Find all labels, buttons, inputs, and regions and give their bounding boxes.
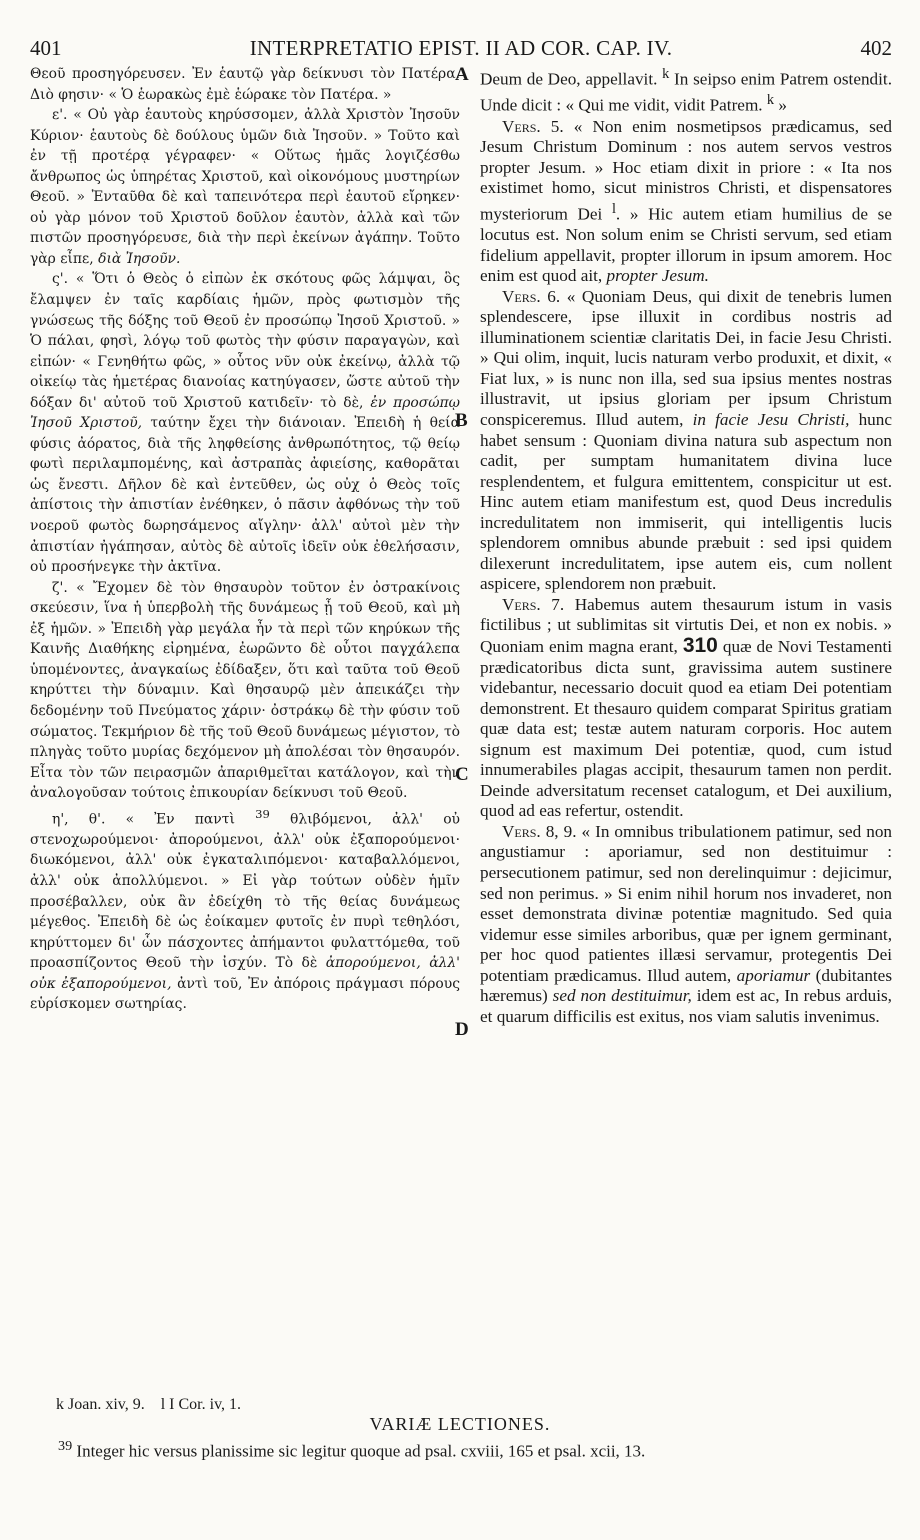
latin-paragraph-v7 bbox=[480, 595, 892, 822]
latin-text: . » Hic autem etiam humilius de se locutus est. Non solum enim se Christi servum, sed etiam fidelium appellavit, propter illorum in ipsum amorem. Hoc enim est quod ait, bbox=[480, 204, 892, 286]
verse-label: Vers. 8, 9. bbox=[502, 821, 577, 841]
greek-italic: ἀπορούμενοι, ἀλλ' οὐκ ἐξαπορούμενοι, bbox=[30, 955, 460, 992]
latin-paragraph-v5 bbox=[480, 117, 892, 287]
latin-paragraph-v8-9 bbox=[480, 822, 892, 1027]
greek-text: ε'. « Οὐ γὰρ ἑαυτοὺς κηρύσσομεν, ἀλλὰ Χριστὸν Ἰησοῦν Κύριον· ἑαυτοὺς δὲ δούλους ὑμῶν διὰ Ἰησοῦν. » Τοῦτο καὶ ἐν τῇ προτέρᾳ γέγραφεν· « Οὕτως ἡμᾶς λογιζέσθω ἄνθρωπος ὡς ὑπηρέτας Χριστοῦ, καὶ οἰκονόμους μυστηρίων Θεοῦ. » Ἐνταῦθα δὲ καὶ ταπεινότερα περὶ ἑαυτοῦ εἴρηκεν· οὐ γὰρ μόνον τοῦ Χριστοῦ δοῦλον ἑαυτὸν, ἀλλὰ καὶ τῶν πιστῶν προσηγόρευσε, διὰ τὴν περὶ ἐκείνων ἀγάπην. Τοῦτο γὰρ εἶπε, bbox=[30, 107, 460, 267]
left-page-number: 401 bbox=[30, 36, 62, 60]
greek-text: ς'. « Ὅτι ὁ Θεὸς ὁ εἰπὼν ἐκ σκότους φῶς λάμψαι, ὃς ἔλαμψεν ἐν ταῖς καρδίαις ἡμῶν, πρὸς φωτισμὸν τῆς γνώσεως τῆς δόξης τοῦ Θεοῦ ἐν προσώπῳ Ἰησοῦ Χριστοῦ. » Ὁ πάλαι, φησὶ, λόγῳ τοῦ φωτὸς τὴν φύσιν παραγαγὼν, καὶ εἰπών· « Γενηθήτω φῶς, » οὗτος νῦν οὐκ ἐκείνῳ, ἀλλὰ τῷ οἰκείῳ τὰς ἡμετέρας διανοίας κατηύγασεν, ὥστε αὐτοῦ τὴν δόξαν δι' αὐτοῦ τοῦ Χριστοῦ κατιδεῖν· τὸ δὲ, bbox=[30, 271, 460, 411]
margin-marker-b: B bbox=[455, 410, 468, 431]
variant-note-text: Integer hic versus planissime sic legitur quoque ad psal. cxviii, 165 et psal. xcii, 13. bbox=[76, 1441, 646, 1461]
right-page-number: 402 bbox=[860, 36, 892, 60]
latin-column bbox=[480, 64, 892, 1027]
latin-paragraph-v6 bbox=[480, 287, 892, 595]
footnote-ref-k: k bbox=[662, 66, 670, 82]
greek-paragraph-v5 bbox=[30, 105, 460, 269]
greek-paragraph-v7: ζ'. « Ἔχομεν δὲ τὸν θησαυρὸν τοῦτον ἐν ὀστρακίνοις σκεύεσιν, ἵνα ἡ ὑπερβολὴ τῆς δυνάμεως ᾖ τοῦ Θεοῦ, καὶ μὴ ἐξ ἡμῶν. » Ἐπειδὴ γὰρ μεγάλα ἦν τὰ περὶ τῶν κηρύκων τῆς Καινῆς Διαθήκης εἰρημένα, ἐωρῶντο δὲ οὗτοι παγχάλεπα ὑπομένοντες, ἀναγκαίως ἐδίδαξεν, ὅτι καὶ ταῦτα τοῦ Θεοῦ κηρύττει τὴν δύναμιν. Καὶ θησαυρῷ μὲν ἀπεικάζει τὴν δεδομένην τοῦ Πνεύματος χάριν· ὀστράκῳ δὲ τὴν φύσιν τοῦ σώματος. Τεκμήριον δὲ τῆς τοῦ Θεοῦ δυνάμεως μέγιστον, τὸ πληγὰς τοῦτο μυρίας δεχόμενον μὴ ἀπολέσαι τὸν θησαυρόν. Εἶτα τὸν τῶν πειρασμῶν ἀπαριθμεῖται κατάλογον, καὶ τὴν ἀναλογοῦσαν τούτοις ἐπικουρίαν δείκνυσι τοῦ Θεοῦ. bbox=[30, 579, 460, 802]
latin-text: » bbox=[774, 96, 787, 116]
latin-text: hunc habet sensum : Quoniam divina natura sub aspectum non cadit, per sumptam humanitatem divina luce resplendentem, et fulgura emittentem, conspicitur ut est. Hinc autem etiam manifestum est, quod Deus incredulis incredulitatem non immiserit, qui intelligentis lucis splendorem omnibus abunde præbuit : sed ipsi quidem dilexerunt incredulitatem, ipse autem eis, cum nollent aspicere, splendorem non præbuit. bbox=[480, 409, 892, 594]
latin-text: Deum de Deo, appellavit. bbox=[480, 69, 663, 89]
greek-text: ταύτην ἔχει τὴν διάνοιαν. Ἐπειδὴ ἡ θεία φύσις ἀόρατος, διὰ τῆς ληφθείσης ἀνθρωπότητος, τῷ θείῳ φωτὶ περιλαμπομένης, καὶ ἀστραπὰς ἀφιείσης, καθορᾶται ὡς ἔνεστι. Δῆλον δὲ καὶ ἐντεῦθεν, ὡς οὐχ ὁ Θεὸς τοῖς ἀπίστοις τὴν ἀπιστίαν ἐνέθηκεν, ὁ πᾶσιν ἀφθόνως τὴν τοῦ νοεροῦ φωτὸς δωρησάμενος αἴγλην· ἀλλ' αὐτοὶ μὲν τὴν ἀπιστίαν ἠγάπησαν, αὐτὸς δὲ αὐτοῖς ἰδεῖν οὐκ ἐθελήσασιν, οὐ προσήνεγκε τὴν ἀκτῖνα. bbox=[30, 415, 461, 576]
variant-note-ref: 39 bbox=[255, 806, 270, 821]
running-title: INTERPRETATIO EPIST. II AD COR. CAP. IV. bbox=[249, 36, 673, 60]
footnotes bbox=[56, 1396, 241, 1414]
verse-label: Vers. 5. bbox=[502, 116, 564, 136]
footnote-l: l I Cor. iv, 1. bbox=[160, 1396, 242, 1413]
greek-text: η', θ'. « Ἐν παντὶ bbox=[52, 811, 256, 828]
margin-marker-c: C bbox=[455, 764, 469, 785]
latin-text: quæ de Novi Testamenti prædicatoribus dicta sunt, gravissima autem sustinere videbantur, necessario docuit quod ea etiam Dei potentiam demonstrent. Et thesauro quidem comparat Spiritus gratiam quæ data est; testæ autem naturam corporis. Hoc autem signum est maximum Dei potentiæ, quod, cum istud innumerabiles plagas accipit, thesaurum tamen non perdit. Deinde adversitatum recenset catalogum, et Dei auxilium, quod ad eas refertur, ostendit. bbox=[480, 636, 892, 821]
footnote-ref-k: k bbox=[766, 92, 775, 109]
verse-label: Vers. 6. bbox=[502, 286, 561, 306]
latin-text: Habemus autem thesaurum istum in vasis fictilibus ; ut sublimitas sit virtutis Dei, et non ex nobis. » Quoniam enim magna erant, bbox=[480, 594, 892, 656]
page-header bbox=[30, 36, 892, 64]
greek-italic: ἐν προσώπῳ Ἰησοῦ Χριστοῦ, bbox=[30, 394, 460, 432]
greek-paragraph-v6 bbox=[30, 269, 460, 577]
latin-text: « Non enim nosmetipsos prædicamus, sed Jesum Christum Dominum : nos autem servos vestros propter Jesum. » Hoc etiam dixit in priore : « Ita nos existimet homo, sicut ministros Christi, et dispensatores mysteriorum Dei bbox=[480, 116, 893, 224]
margin-marker-d: D bbox=[455, 1019, 469, 1040]
greek-paragraph: Θεοῦ προσηγόρευσεν. Ἐν ἑαυτῷ γὰρ δείκνυσι τὸν Πατέρα. Διὸ φησιν· « Ὁ ἑωρακὼς ἐμὲ ἑώρακε τὸν Πατέρα. » bbox=[30, 66, 460, 103]
latin-text: « Quoniam Deus, qui dixit de tenebris lumen splendescere, ipse illuxit in cordibus nostris ad illuminationem scientiæ claritatis Dei, in facie Jesu Christi. » Qui olim, inquit, lucis naturam verbo produxit, et dixit, « Fiat lux, » is nunc non illa, sed sua ipsius mentes nostras illustravit, ut ipsius gloriam per ipsum Christum conspiceremus. Illud autem, bbox=[480, 286, 893, 429]
two-column-body bbox=[30, 64, 892, 1369]
variant-note-number: 39 bbox=[58, 1438, 73, 1454]
footnote-k: k Joan. xiv, 9. bbox=[56, 1396, 145, 1413]
variae-lectiones-heading: VARIÆ LECTIONES. bbox=[369, 1414, 551, 1434]
column-number-marker: 310 bbox=[682, 633, 718, 657]
margin-marker-a: A bbox=[455, 64, 469, 85]
greek-text: θλιβόμενοι, ἀλλ' οὐ στενοχωρούμενοι· ἀπορούμενοι, ἀλλ' οὐκ ἐξαπορούμενοι· διωκόμενοι, ἀλλ' οὐκ ἐγκαταλιπόμενοι· καταβαλλόμενοι, ἀλλ' οὐκ ἀπολλύμενοι. » Εἰ γὰρ τούτων οὐδὲν ἡμῖν προσέβαλλεν, οὐκ ἂν ἐδείχθη τὸ τῆς θείας δυνάμεως μέγεθος. Ἐπειδὴ δὲ ὡς ἐοίκαμεν φυτοῖς ἐν πυρὶ τεθηλόσι, κηρύττομεν δι' ὧν πάσχοντες ἀπήμαντοι φυλαττόμεθα, τοῦ προασπίζοντος Θεοῦ τὴν ἰσχύν. Τὸ δὲ bbox=[30, 811, 460, 972]
latin-text: idem est ac, In rebus arduis, et quarum difficilis est exitus, nos viam salutis invenimus. bbox=[480, 986, 892, 1026]
latin-text: (dubitantes hæremus) bbox=[480, 965, 893, 1006]
latin-text: In seipso enim Patrem ostendit. Unde dicit : « Qui me vidit, vidit Patrem. bbox=[480, 69, 892, 116]
latin-italic: in facie Jesu Christi, bbox=[692, 409, 850, 429]
greek-column bbox=[30, 64, 460, 1015]
greek-italic: διὰ Ἰησοῦν. bbox=[98, 250, 181, 267]
greek-paragraph-v8-9 bbox=[30, 804, 460, 1015]
latin-italic: sed non destituimur, bbox=[552, 986, 692, 1006]
greek-text: ἀντὶ τοῦ, Ἐν ἀπόροις πράγμασι πόρους εὑρίσκομεν σωτηρίας. bbox=[30, 975, 460, 1013]
latin-text: « In omnibus tribulationem patimur, sed non angustiamur : aporiamur, sed non destituimur : persecutionem patimur, sed non derelinquimur : dejicimur, sed non perimus. » Si enim nihil horum nos invaderet, non esset demonstrata divinæ potentiæ magnitudo. Sed quia videmur esse similes arboribus, quæ per ignem germinant, per hoc quod patientes illæsi servamur, protegentis Dei potentiam prædicamus. Illud autem, bbox=[480, 821, 893, 985]
variae-lectiones-note bbox=[58, 1438, 645, 1462]
footnote-ref-l: l bbox=[611, 200, 616, 217]
latin-paragraph bbox=[480, 64, 892, 117]
latin-italic: propter Jesum. bbox=[606, 266, 709, 286]
latin-italic: aporiamur bbox=[736, 965, 811, 985]
verse-label: Vers. 7. bbox=[502, 594, 565, 614]
